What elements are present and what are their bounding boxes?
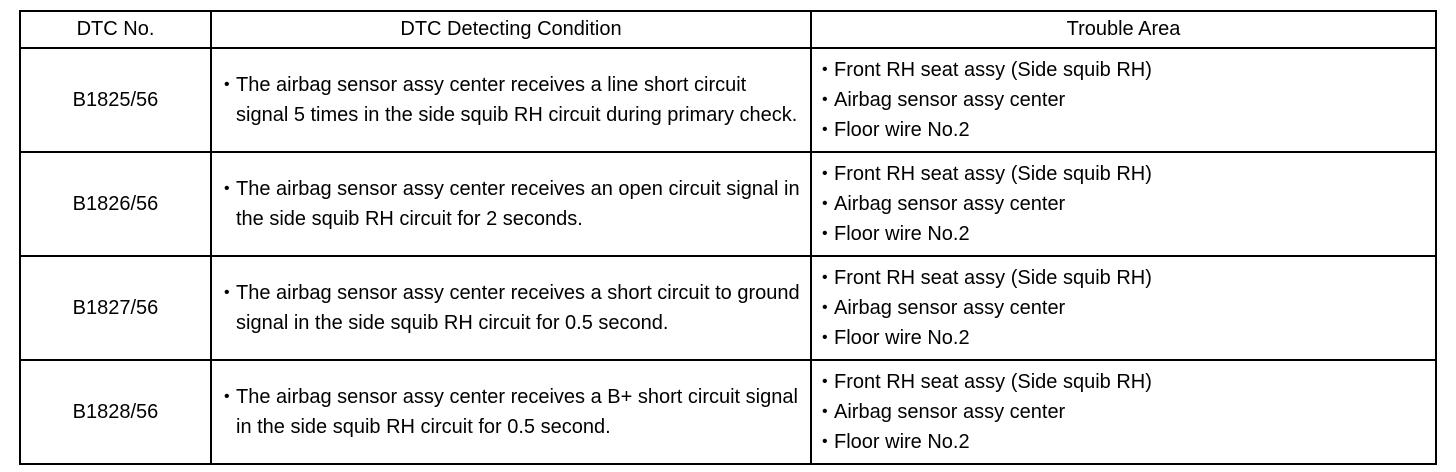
header-trouble-area: Trouble Area	[811, 11, 1436, 48]
trouble-area-text: Front RH seat assy (Side squib RH)	[834, 267, 1152, 289]
dtc-code-cell: B1828/56	[20, 360, 211, 464]
trouble-area-cell	[811, 360, 1436, 464]
condition-text: The airbag sensor assy center receives a B+ short circuit signal in the side squib RH circuit for 0.5 second.	[236, 386, 798, 438]
trouble-area-item	[812, 189, 1435, 219]
trouble-area-text: Floor wire No.2	[834, 223, 970, 245]
header-condition: DTC Detecting Condition	[211, 11, 811, 48]
bullet-icon: •	[822, 403, 828, 420]
condition-bullet	[212, 382, 810, 442]
dtc-code-cell: B1825/56	[20, 48, 211, 152]
condition-bullet	[212, 278, 810, 338]
condition-text: The airbag sensor assy center receives a line short circuit signal 5 times in the side squib RH circuit during primary check.	[236, 74, 798, 126]
trouble-area-cell	[811, 256, 1436, 360]
trouble-area-text: Floor wire No.2	[834, 327, 970, 349]
dtc-code-cell: B1827/56	[20, 256, 211, 360]
trouble-area-cell	[811, 48, 1436, 152]
bullet-icon: •	[822, 433, 828, 450]
trouble-area-item	[812, 85, 1435, 115]
trouble-area-item	[812, 115, 1435, 145]
bullet-icon: •	[822, 269, 828, 286]
trouble-area-text: Front RH seat assy (Side squib RH)	[834, 163, 1152, 185]
trouble-area-text: Floor wire No.2	[834, 119, 970, 141]
dtc-table	[19, 10, 1437, 465]
bullet-icon: •	[224, 76, 230, 93]
condition-cell	[211, 360, 811, 464]
trouble-area-item	[812, 219, 1435, 249]
trouble-area-text: Front RH seat assy (Side squib RH)	[834, 371, 1152, 393]
bullet-icon: •	[822, 225, 828, 242]
condition-bullet	[212, 70, 810, 130]
condition-bullet	[212, 174, 810, 234]
trouble-area-item	[812, 323, 1435, 353]
condition-text: The airbag sensor assy center receives a short circuit to ground signal in the side squib RH circuit for 0.5 second.	[236, 282, 800, 334]
bullet-icon: •	[822, 195, 828, 212]
trouble-area-text: Airbag sensor assy center	[834, 89, 1066, 111]
header-row	[20, 11, 1436, 48]
bullet-icon: •	[224, 388, 230, 405]
trouble-area-text: Floor wire No.2	[834, 431, 970, 453]
header-dtc-no: DTC No.	[20, 11, 211, 48]
trouble-area-item	[812, 397, 1435, 427]
condition-text: The airbag sensor assy center receives an open circuit signal in the side squib RH circuit for 2 seconds.	[236, 178, 800, 230]
table-row	[20, 48, 1436, 152]
bullet-icon: •	[822, 165, 828, 182]
condition-cell	[211, 152, 811, 256]
bullet-icon: •	[822, 61, 828, 78]
trouble-area-item	[812, 263, 1435, 293]
table-row	[20, 360, 1436, 464]
trouble-area-item	[812, 159, 1435, 189]
condition-cell	[211, 256, 811, 360]
table-row	[20, 256, 1436, 360]
trouble-area-item	[812, 293, 1435, 323]
trouble-area-text: Front RH seat assy (Side squib RH)	[834, 59, 1152, 81]
bullet-icon: •	[822, 121, 828, 138]
trouble-area-text: Airbag sensor assy center	[834, 401, 1066, 423]
bullet-icon: •	[224, 180, 230, 197]
trouble-area-cell	[811, 152, 1436, 256]
bullet-icon: •	[822, 373, 828, 390]
bullet-icon: •	[822, 299, 828, 316]
trouble-area-item	[812, 427, 1435, 457]
bullet-icon: •	[822, 329, 828, 346]
trouble-area-item	[812, 367, 1435, 397]
trouble-area-item	[812, 55, 1435, 85]
dtc-code-cell: B1826/56	[20, 152, 211, 256]
condition-cell	[211, 48, 811, 152]
bullet-icon: •	[822, 91, 828, 108]
table-row	[20, 152, 1436, 256]
trouble-area-text: Airbag sensor assy center	[834, 193, 1066, 215]
trouble-area-text: Airbag sensor assy center	[834, 297, 1066, 319]
bullet-icon: •	[224, 284, 230, 301]
